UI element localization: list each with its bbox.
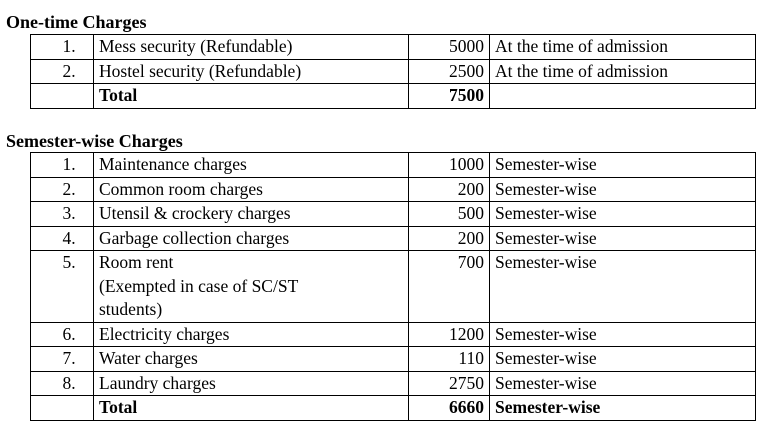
charge-timing: At the time of admission <box>490 35 756 60</box>
charge-description: Water charges <box>94 347 409 372</box>
charge-timing: At the time of admission <box>490 59 756 84</box>
charge-amount: 1000 <box>409 153 490 178</box>
charge-timing: Semester-wise <box>490 202 756 227</box>
row-number: 4. <box>31 226 94 251</box>
charge-description-note: students) <box>99 299 163 319</box>
total-row <box>31 84 756 109</box>
charge-timing: Semester-wise <box>490 226 756 251</box>
charge-description: Utensil & crockery charges <box>94 202 409 227</box>
total-timing <box>490 84 756 109</box>
table-row <box>31 347 756 372</box>
charge-amount: 2750 <box>409 371 490 396</box>
charge-description-note: (Exempted in case of SC/ST <box>99 275 299 296</box>
charge-timing: Semester-wise <box>490 251 756 323</box>
semester-heading: Semester-wise Charges <box>6 131 183 151</box>
total-label: Total <box>94 396 409 421</box>
charge-description: Hostel security (Refundable) <box>94 59 409 84</box>
total-timing: Semester-wise <box>490 396 756 421</box>
charge-amount: 1200 <box>409 322 490 347</box>
total-amount: 7500 <box>409 84 490 109</box>
charge-description: Common room charges <box>94 177 409 202</box>
charge-timing: Semester-wise <box>490 371 756 396</box>
one-time-table <box>30 34 756 109</box>
row-number: 1. <box>31 153 94 178</box>
charge-timing: Semester-wise <box>490 347 756 372</box>
semester-table <box>30 152 756 421</box>
row-number: 7. <box>31 347 94 372</box>
charge-description: Maintenance charges <box>94 153 409 178</box>
charge-timing: Semester-wise <box>490 177 756 202</box>
charge-description-main: Room rent <box>99 252 174 272</box>
charge-timing: Semester-wise <box>490 153 756 178</box>
charge-description <box>94 251 409 323</box>
table-row <box>31 226 756 251</box>
row-number: 3. <box>31 202 94 227</box>
total-amount: 6660 <box>409 396 490 421</box>
row-number <box>31 396 94 421</box>
row-number: 2. <box>31 177 94 202</box>
one-time-heading: One-time Charges <box>6 12 147 32</box>
charge-description: Mess security (Refundable) <box>94 35 409 60</box>
row-number: 8. <box>31 371 94 396</box>
charge-amount: 200 <box>409 177 490 202</box>
charge-amount: 110 <box>409 347 490 372</box>
charge-amount: 200 <box>409 226 490 251</box>
row-number: 5. <box>31 251 94 323</box>
charge-description: Electricity charges <box>94 322 409 347</box>
charge-amount: 500 <box>409 202 490 227</box>
charge-amount: 2500 <box>409 59 490 84</box>
table-row <box>31 322 756 347</box>
total-row <box>31 396 756 421</box>
row-number: 6. <box>31 322 94 347</box>
row-number: 1. <box>31 35 94 60</box>
charge-description: Laundry charges <box>94 371 409 396</box>
table-row <box>31 153 756 178</box>
table-row <box>31 251 756 323</box>
table-row <box>31 202 756 227</box>
table-row <box>31 35 756 60</box>
charge-description: Garbage collection charges <box>94 226 409 251</box>
row-number: 2. <box>31 59 94 84</box>
total-label: Total <box>94 84 409 109</box>
charge-amount: 5000 <box>409 35 490 60</box>
table-row <box>31 177 756 202</box>
charge-timing: Semester-wise <box>490 322 756 347</box>
charge-amount: 700 <box>409 251 490 323</box>
table-row <box>31 371 756 396</box>
table-row <box>31 59 756 84</box>
row-number <box>31 84 94 109</box>
